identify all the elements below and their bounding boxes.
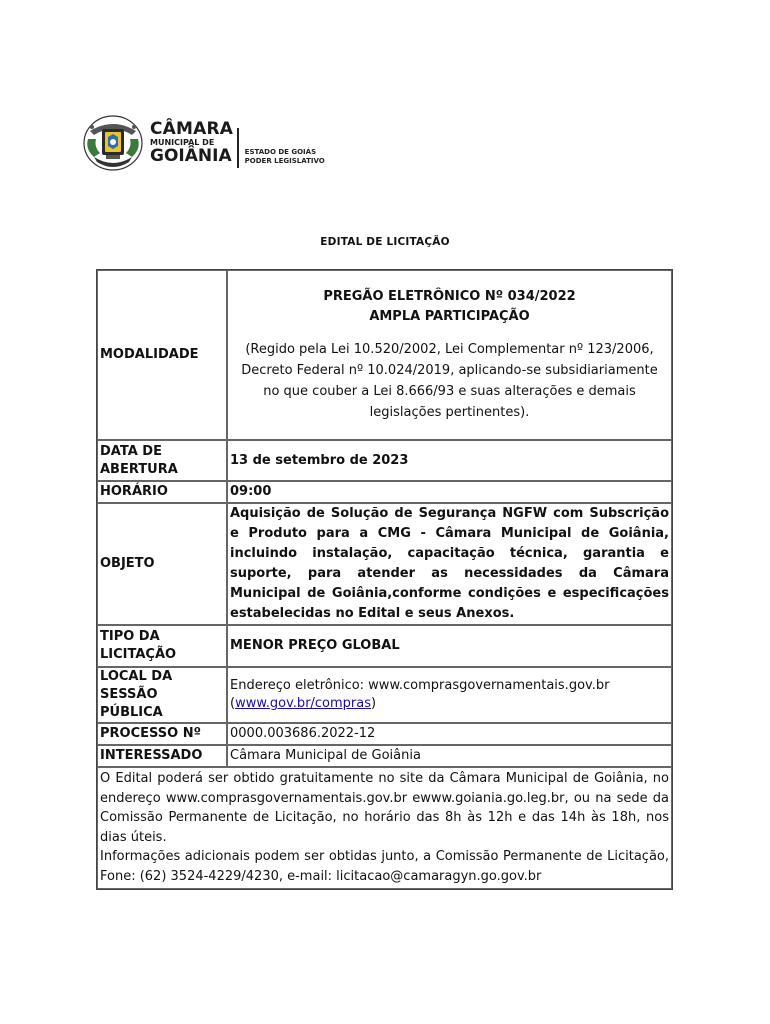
edital-table — [96, 269, 673, 890]
compras-link[interactable]: www.gov.br/compras — [235, 696, 372, 711]
label-local-sessao: LOCAL DA SESSÃO PÚBLICA — [97, 667, 227, 723]
document-title: EDITAL DE LICITAÇÃO — [320, 236, 450, 248]
label-processo: PROCESSO Nº — [97, 723, 227, 745]
value-tipo-licitacao: MENOR PREÇO GLOBAL — [227, 625, 672, 667]
table-row-local-sessao — [97, 667, 672, 723]
local-address-text: Endereço eletrônico: www.comprasgovernamentais.gov.br ( — [230, 678, 610, 711]
table-row-tipo-licitacao — [97, 625, 672, 667]
table-row-footer — [97, 767, 672, 889]
brand-line-municipal: MUNICIPAL DE — [150, 138, 215, 147]
label-modalidade: MODALIDADE — [97, 270, 227, 440]
state-line: ESTADO DE GOIÁS — [244, 147, 317, 156]
header-logo — [82, 112, 325, 174]
value-objeto: Aquisição de Solução de Segurança NGFW com Subscrição e Produto para a CMG - Câmara Municipal de Goiânia, incluindo instalação, capacitação técnica, garantia e suporte, para atender as necessidades da Câmara Municipal de Goiânia,conforme condições e especificações estabelecidas no Edital e seus Anexos. — [227, 503, 672, 625]
modalidade-description: (Regido pela Lei 10.520/2002, Lei Complementar nº 123/2006, Decreto Federal nº 10.024/2019, aplicando-se subsidiariamente no que couber a Lei 8.666/93 e suas alterações e demais legislações pertinentes). — [241, 342, 658, 420]
camara-crest-icon — [82, 113, 144, 173]
label-horario: HORÁRIO — [97, 481, 227, 503]
footer-info — [97, 767, 672, 889]
table-row-interessado — [97, 745, 672, 767]
brand-name — [150, 121, 233, 165]
label-objeto: OBJETO — [97, 503, 227, 625]
logo-divider — [237, 128, 239, 168]
label-data-abertura: DATA DE ABERTURA — [97, 440, 227, 481]
table-row-processo — [97, 723, 672, 745]
brand-line-goiania: GOIÂNIA — [150, 146, 232, 166]
value-interessado: Câmara Municipal de Goiânia — [227, 745, 672, 767]
table-row-modalidade — [97, 270, 672, 440]
table-row-objeto — [97, 503, 672, 625]
modalidade-subtitle: AMPLA PARTICIPAÇÃO — [369, 309, 530, 324]
table-row-data-abertura — [97, 440, 672, 481]
value-data-abertura: 13 de setembro de 2023 — [227, 440, 672, 481]
label-interessado: INTERESSADO — [97, 745, 227, 767]
value-modalidade — [227, 270, 672, 440]
legislative-line: PODER LEGISLATIVO — [244, 156, 325, 165]
footer-paragraph-edital: O Edital poderá ser obtido gratuitamente no site da Câmara Municipal de Goiânia, no endereço www.comprasgovernamentais.gov.br ewww.goiania.go.leg.br, ou na sede da Comissão Permanente de Licitação, no horário das 8h às 12h e das 14h às 18h, nos dias úteis. — [100, 771, 669, 845]
modalidade-title: PREGÃO ELETRÔNICO Nº 034/2022 — [323, 289, 576, 304]
value-processo: 0000.003686.2022-12 — [227, 723, 672, 745]
value-horario: 09:00 — [227, 481, 672, 503]
table-row-horario — [97, 481, 672, 503]
label-tipo-licitacao: TIPO DA LICITAÇÃO — [97, 625, 227, 667]
footer-paragraph-contact: Informações adicionais podem ser obtidas junto, a Comissão Permanente de Licitação, Fone: (62) 3524-4229/4230, e-mail: licitacao@camaragyn.go.gov.br — [100, 849, 669, 884]
local-address-suffix: ) — [371, 696, 377, 711]
state-block — [245, 148, 325, 166]
value-local-sessao — [227, 667, 672, 723]
brand-line-camara: CÂMARA — [150, 119, 234, 139]
